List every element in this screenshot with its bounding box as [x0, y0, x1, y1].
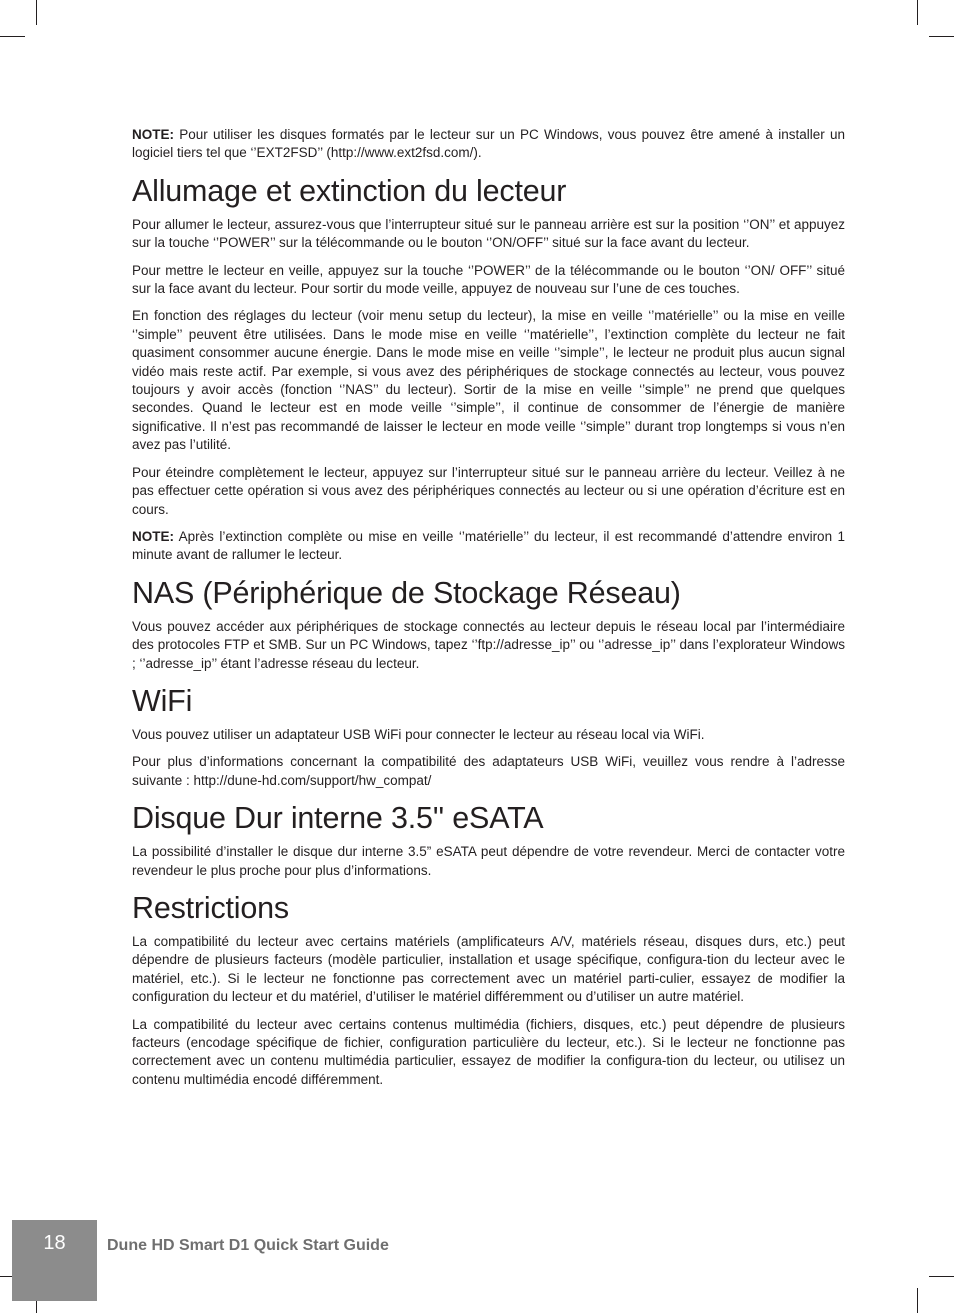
restrictions-paragraph-2: La compatibilité du lecteur avec certains contenus multimédia (fichiers, disques, etc.) peut dépendre de plusieurs facteurs (encodage spécifique de fichier, configuration particulière du lecteur, etc.). Si le lecteur ne fonctionne pas correctement avec un contenu multimédia particulier, essayez de modifier la configura-tion du lecteur, ou utilisez un contenu multimédia encodé différemment.	[132, 1016, 845, 1087]
section-heading-wifi: WiFi	[132, 683, 193, 718]
crop-mark-bottom-right-h	[929, 1276, 954, 1277]
crop-mark-bottom-right-v	[917, 1288, 918, 1313]
power-paragraph-4: Pour éteindre complètement le lecteur, appuyez sur l’interrupteur situé sur le panneau arrière du lecteur. Veillez à ne pas effectuer cette opération si vous avez des périphériques connectés au lecteur ou si une opération d’écriture est en cours.	[132, 464, 845, 517]
restrictions-paragraph-1: La compatibilité du lecteur avec certains matériels (amplificateurs A/V, matériels réseau, disques durs, etc.) peut dépendre de plusieurs facteurs (modèle particulier, installation et usage spécifique, configura-tion du lecteur avec le matériel, etc.). Si le lecteur ne fonctionne pas correctement avec un matériel parti-culier, essayez de modifier la configuration du lecteur et du matériel, d’utiliser le matériel différemment ou d’utiliser un autre matériel.	[132, 933, 845, 1005]
nas-paragraph-1: Vous pouvez accéder aux périphériques de stockage connectés au lecteur depuis le réseau local par l’intermédiaire des protocoles FTP et SMB. Sur un PC Windows, tapez ‘’ftp://adresse_ip’’ ou ‘’adresse_ip’’ dans l’explorateur Windows ; ‘’adresse_ip’’ étant l’adresse réseau du lecteur.	[132, 618, 845, 671]
power-note-paragraph	[132, 528, 845, 565]
crop-mark-top-left-h	[0, 36, 25, 37]
note-paragraph	[132, 126, 845, 163]
crop-mark-top-right-v	[917, 0, 918, 25]
power-paragraph-3: En fonction des réglages du lecteur (voir menu setup du lecteur), la mise en veille ‘’matérielle’’ ou la mise en veille ‘’simple’’ peuvent être utilisées. Dans le mode mise en veille ‘’matérielle’’, l’extinction complète du lecteur ne fait quasiment consommer aucune énergie. Dans le mode mise en veille ‘’simple’’, le lecteur ne produit plus aucun signal vidéo mais reste actif. Par exemple, si vous avez des périphériques de stockage connectés au lecteur, vous pouvez toujours y avoir accès (fonction ‘’NAS’’ du lecteur). Sortir de la mise en veille ‘’simple’’ ne prend que quelques secondes. Quand le lecteur est en mode veille ‘’simple’’, il continue de consommer de l’énergie de manière significative. Il n’est pas recommandé de laisser le lecteur en mode veille ‘’simple’’ durant trop longtemps si vous n’en avez pas l’utilité.	[132, 308, 845, 453]
crop-mark-top-left-v	[36, 0, 37, 25]
page-content	[132, 126, 845, 1089]
power-paragraph-2: Pour mettre le lecteur en veille, appuyez sur la touche ‘’POWER’’ de la télécommande ou le bouton ‘’ON/ OFF’’ situé sur la face avant du lecteur. Pour sortir du mode veille, appuyez de nouveau sur l’une de ces touches.	[132, 262, 845, 297]
footer-guide-title: Dune HD Smart D1 Quick Start Guide	[107, 1237, 389, 1254]
note-label: NOTE:	[132, 127, 174, 142]
wifi-paragraph-1: Vous pouvez utiliser un adaptateur USB WiFi pour connecter le lecteur au réseau local via WiFi.	[132, 726, 705, 742]
section-heading-restrictions: Restrictions	[132, 890, 289, 925]
crop-mark-top-right-h	[929, 36, 954, 37]
section-heading-hdd: Disque Dur interne 3.5'' eSATA	[132, 801, 544, 836]
wifi-paragraph-2: Pour plus d’informations concernant la compatibilité des adaptateurs USB WiFi, veuillez vous rendre à l’adresse suivante : http://dune-hd.com/support/hw_compat/	[132, 754, 845, 788]
section-heading-power: Allumage et extinction du lecteur	[132, 173, 567, 208]
hdd-paragraph-1: La possibilité d’installer le disque dur interne 3.5” eSATA peut dépendre de votre revendeur. Merci de contacter votre revendeur le plus proche pour plus d’informations.	[132, 844, 845, 878]
power-paragraph-1: Pour allumer le lecteur, assurez-vous que l’interrupteur situé sur le panneau arrière est sur la position ‘’ON’’ et appuyez sur la touche ‘’POWER’’ sur la télécommande ou le bouton ‘’ON/OFF’’ situé sur la face avant du lecteur.	[132, 216, 845, 251]
section-heading-nas: NAS (Périphérique de Stockage Réseau)	[132, 575, 681, 610]
page-number: 18	[43, 1232, 66, 1254]
power-note-label: NOTE:	[132, 528, 174, 544]
power-note-text: Après l’extinction complète ou mise en veille ‘’matérielle’’ du lecteur, il est recommandé d’attendre environ 1 minute avant de rallumer le lecteur.	[132, 528, 845, 563]
note-text: Pour utiliser les disques formatés par le lecteur sur un PC Windows, vous pouvez être amené à installer un logiciel tiers tel que ‘’EXT2FSD’’ (http://www.ext2fsd.com/).	[132, 127, 845, 161]
